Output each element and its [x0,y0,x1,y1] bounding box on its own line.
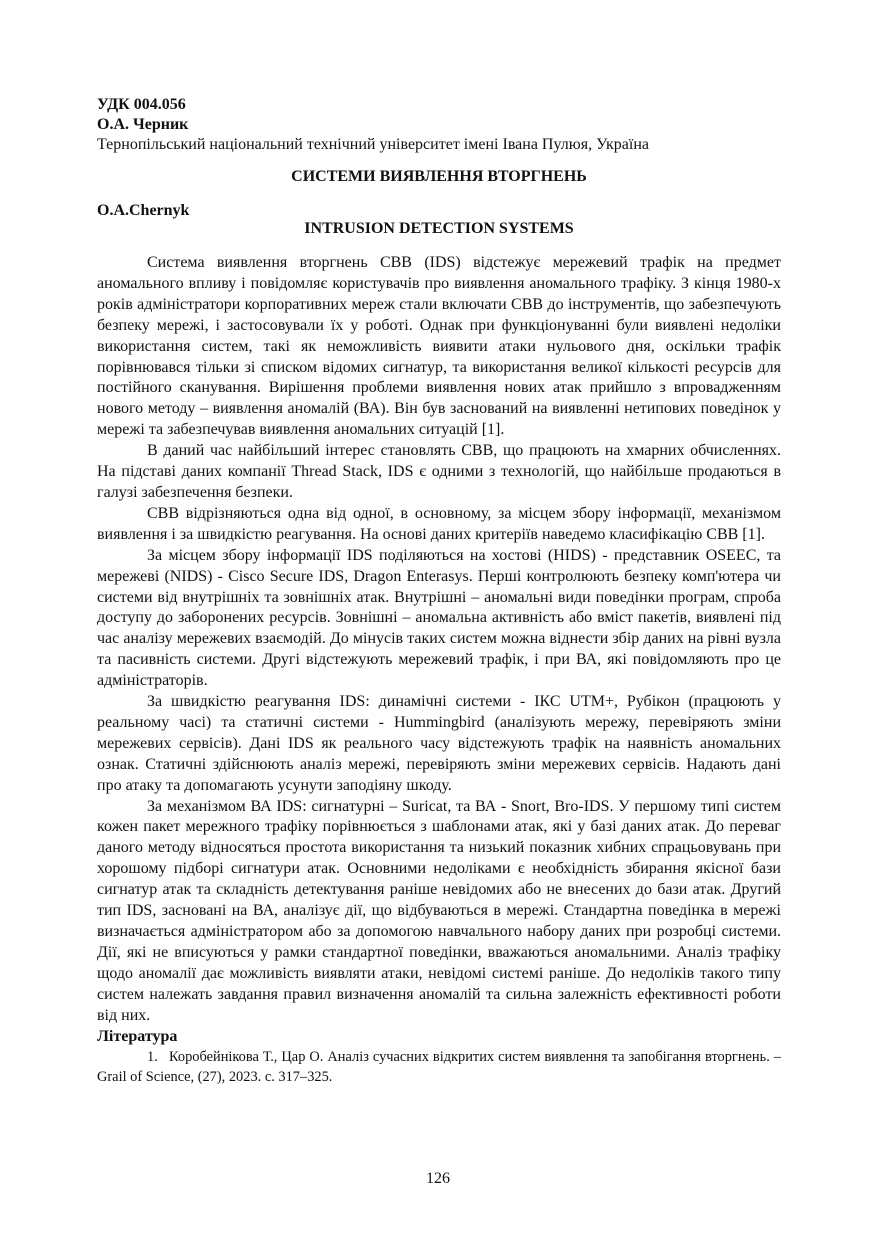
author-name-en: O.A.Chernyk [97,202,190,219]
author-affiliation: Тернопільський національний технічний університет імені Івана Пулюя, Україна [97,136,649,153]
literature-section [97,1027,781,1087]
reference-text: Коробейнікова Т., Цар О. Аналіз сучасних відкритих систем виявлення та запобігання вторгнень. – Grail of Science, (27), 2023. с. 317–325. [97,1048,781,1085]
body-paragraph: В даний час найбільший інтерес становлять СВВ, що працюють на хмарних обчисленнях. На підставі даних компанії Thread Stack, IDS є одними з технологій, що найбільше продаються в галузі забезпечення безпеки. [97,442,781,501]
paper-title-en: INTRUSION DETECTION SYSTEMS [304,220,574,237]
page-number: 126 [426,1170,450,1187]
paper-title-uk: СИСТЕМИ ВИЯВЛЕННЯ ВТОРГНЕНЬ [291,168,587,185]
reference-number: 1. [147,1048,158,1065]
reference-item [97,1047,781,1087]
udc-code: УДК 004.056 [97,96,186,113]
literature-heading: Література [97,1027,178,1045]
body-paragraph: Система виявлення вторгнень СВВ (IDS) відстежує мережевий трафік на предмет аномального впливу і повідомляє користувачів про виявлення аномального трафіку. З кінця 1980-х років адміністратори корпоративних мереж стали включати СВВ до інструментів, що забезпечують безпеку мережі, і застосовували їх у роботі. Однак при функціонуванні були виявлені недоліки використання систем, такі як неможливість виявити атаки нульового дня, оскільки трафік порівнювався тільки зі списком відомих сигнатур, та використання великої кількості ресурсів для постійного сканування. Вирішення проблеми виявлення нових атак прийшло з впровадженням нового методу – виявлення аномалій (ВА). Він був заснований на виявленні нетипових поведінок у мережі та забезпечував виявлення аномальних ситуацій [1]. [97,254,781,439]
article-body [97,253,781,1027]
paper-page [97,95,781,1087]
body-paragraph: За механізмом ВА IDS: сигнатурні – Suricat, та ВА - Snort, Bro-IDS. У першому типі систем кожен пакет мережного трафіку порівнюється з шаблонами атак, які у базі даних атак. До переваг даного методу відносяться простота використання та низький показник хибних спрацьовувань при хорошому підборі сигнатури атак. Основними недоліками є необхідність збирання якісної бази сигнатур атак та складність детектування раніше невідомих або не внесених до бази атак. Другий тип IDS, засновані на ВА, аналізує дії, що відбуваються в мережі. Стандартна поведінка в мережі визначається адміністратором або за допомогою навчального набору даних при розробці системи. Дії, які не вписуються у рамки стандартної поведінки, вважаються аномальними. Аналіз трафіку щодо аномалії дає можливість виявляти атаки, невідомі системі раніше. До недоліків такого типу систем належать завдання правил визначення аномалій та сильна залежність ефективності роботи від них. [97,797,781,1024]
body-paragraph: За місцем збору інформації IDS поділяються на хостові (HIDS) - представник OSEEC, та мережеві (NIDS) - Cisco Secure IDS, Dragon Enterasys. Перші контролюють безпеку комп'ютера чи системи від внутрішніх та зовнішніх атак. Внутрішні – аномальні види поведінки програм, спроба доступу до заборонених ресурсів. Зовнішні – аномальна активність або вміст пакетів, виявлені під час аналізу мережевих взаємодій. До мінусів таких систем можна віднести збір даних на рівні вузла та пасивність системи. Другі відстежують мережевий трафік, і при ВА, які повідомляють про це адміністраторів. [97,546,781,690]
author-name-uk: О.А. Черник [97,116,189,133]
body-paragraph: За швидкістю реагування IDS: динамічні системи - ІКС UTM+, Рубікон (працюють у реальному часі) та статичні системи - Hummingbird (аналізують мережу, перевіряють зміни мережевих сервісів). Дані IDS як реального часу відстежують трафік на наявність аномальних ознак. Статичні здійснюють аналіз мережі, перевіряють зміни мережевих сервісів. Надають дані про атаку та допомагають усунути заподіяну шкоду. [97,693,781,794]
body-paragraph: СВВ відрізняються одна від одної, в основному, за місцем збору інформації, механізмом виявлення і за швидкістю реагування. На основі даних критеріїв наведемо класифікацію СВВ [1]. [97,504,781,543]
